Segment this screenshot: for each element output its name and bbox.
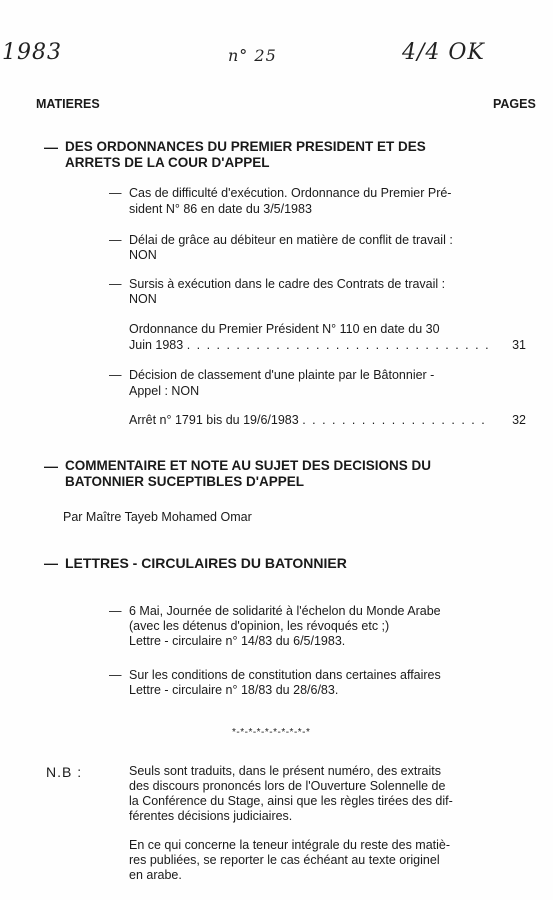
item-line: NON [129,248,157,262]
header-matieres: MATIERES [36,97,100,111]
nb-line: En ce qui concerne la teneur intégrale du reste des matiè- [129,838,451,852]
handwritten-check: 4/4 OK [402,40,485,65]
page-number: 31 [512,338,526,352]
section-title: LETTRES - CIRCULAIRES DU BATONNIER [65,555,347,571]
section-title-line1: DES ORDONNANCES DU PREMIER PRESIDENT ET DES [65,139,426,154]
arret-line: Arrêt n° 1791 bis du 19/6/1983 . . . . . . . . . . . . . . . . . . . [129,413,487,427]
section-dash: — [44,555,58,571]
section-dash: — [44,458,58,474]
section-title-line2: ARRETS DE LA COUR D'APPEL [65,155,270,170]
handwritten-year: 1983 [2,40,62,65]
ordonnance-line1: Ordonnance du Premier Président N° 110 en date du 30 [129,322,440,336]
item-line: Sursis à exécution dans le cadre des Contrats de travail : [129,277,446,291]
page-number: 32 [512,413,526,427]
section-dash: — [44,139,58,155]
nb-line: en arabe. [129,868,182,882]
item-dash: — [109,668,122,682]
nb-label: N.B : [46,764,83,780]
decision-line1: Décision de classement d'une plainte par le Bâtonnier - [129,368,435,382]
decision-line2: Appel : NON [129,384,200,398]
dot-leader: . . . . . . . . . . . . . . . . . . . [302,413,487,427]
item-dash: — [109,277,122,291]
item-dash: — [109,604,122,618]
nb-line: férentes décisions judiciaires. [129,809,293,823]
nb-line: des discours prononcés lors de l'Ouverture Solennelle de [129,779,446,793]
item-dash: — [109,233,122,247]
item-dash: — [109,368,122,382]
item-line: Lettre - circulaire n° 18/83 du 28/6/83. [129,683,339,697]
item-line: Cas de difficulté d'exécution. Ordonnance du Premier Pré- [129,186,452,200]
author-line: Par Maître Tayeb Mohamed Omar [63,510,252,524]
nb-line: res publiées, se reporter le cas échéant au texte originel [129,853,440,867]
dot-leader: . . . . . . . . . . . . . . . . . . . . . . . . . . . . . . . [186,338,491,352]
section-title-line2: BATONNIER SUCEPTIBLES D'APPEL [65,474,304,489]
separator-stars: *-*-*-*-*-*-*-*-*-* [232,727,311,738]
item-line: NON [129,292,157,306]
item-line: sident N° 86 en date du 3/5/1983 [129,202,312,216]
ordonnance-line2: Juin 1983 . . . . . . . . . . . . . . . . . . . . . . . . . . . . . . . [129,338,491,352]
item-line: 6 Mai, Journée de solidarité à l'échelon du Monde Arabe [129,604,441,618]
nb-line: la Conférence du Stage, ainsi que les règles tirées des dif- [129,794,453,808]
item-line: Délai de grâce au débiteur en matière de conflit de travail : [129,233,453,247]
item-dash: — [109,186,122,200]
section-title-line1: COMMENTAIRE ET NOTE AU SUJET DES DECISIONS DU [65,458,432,473]
item-line: Sur les conditions de constitution dans certaines affaires [129,668,441,682]
item-line: (avec les détenus d'opinion, les révoqués etc ;) [129,619,390,633]
item-line: Lettre - circulaire n° 14/83 du 6/5/1983. [129,634,346,648]
nb-line: Seuls sont traduits, dans le présent numéro, des extraits [129,764,441,778]
handwritten-number: n° 25 [228,46,277,65]
header-pages: PAGES [493,97,536,111]
